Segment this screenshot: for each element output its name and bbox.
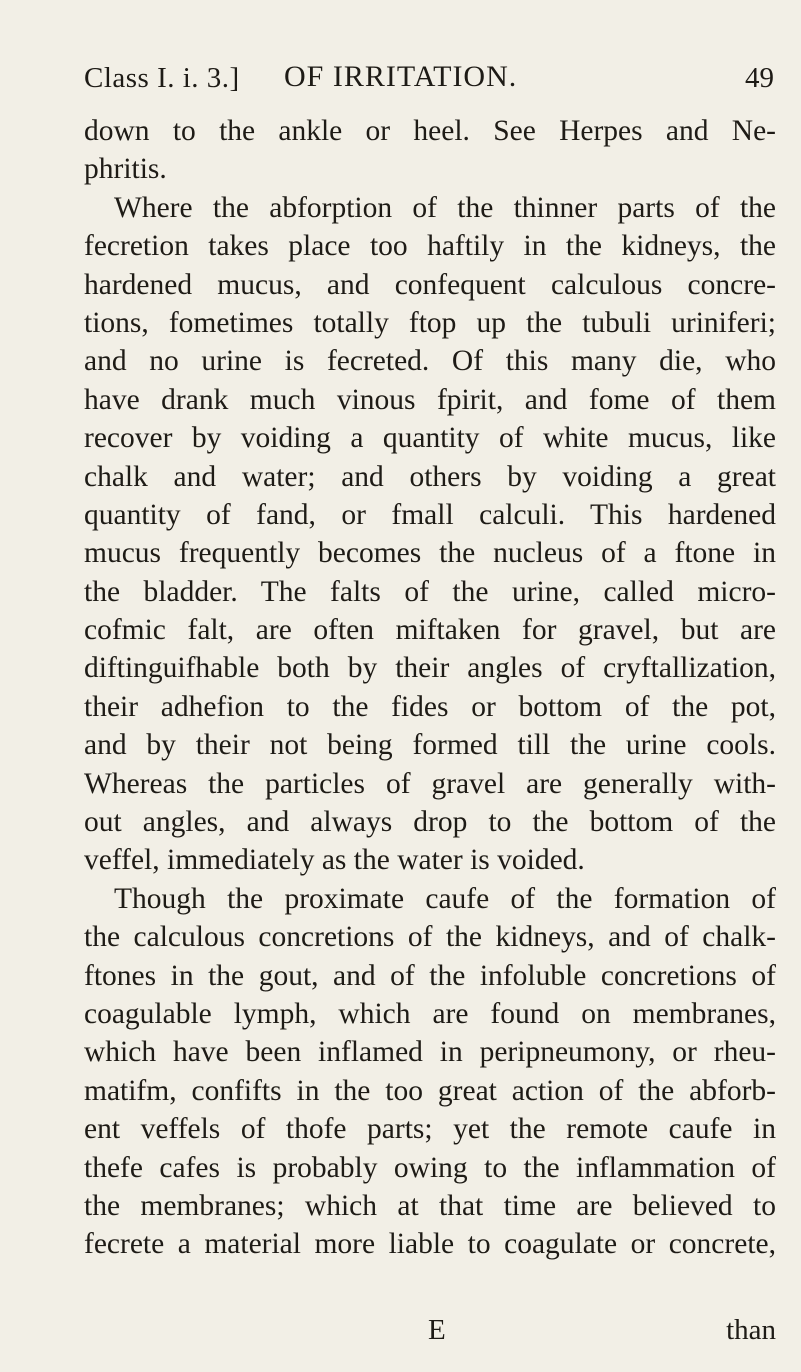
text-line: fecretion takes place too haftily in the kidneys, the	[84, 230, 776, 263]
text-line: and by their not being formed till the urine cools.	[84, 729, 776, 762]
running-header	[84, 58, 774, 98]
text-line: chalk and water; and others by voiding a great	[84, 460, 776, 493]
text-line: ent veffels of thofe parts; yet the remote caufe in	[84, 1113, 776, 1146]
text-line: tions, fometimes totally ftop up the tubuli uriniferi;	[84, 306, 776, 339]
text-line: the calculous concretions of the kidneys, and of chalk-	[84, 921, 776, 954]
text-line: fecrete a material more liable to coagulate or concrete,	[84, 1228, 776, 1261]
text-line: Though the proximate caufe of the formation of	[114, 882, 776, 915]
text-line: Whereas the particles of gravel are generally with-	[84, 767, 776, 800]
text-line: and no urine is fecreted. Of this many die, who	[84, 345, 776, 378]
text-line: down to the ankle or heel. See Herpes and Ne-	[84, 115, 776, 147]
body-text	[84, 112, 776, 1264]
text-line: phritis.	[84, 153, 167, 186]
text-line: veffel, immediately as the water is voided.	[84, 844, 585, 877]
text-line: ftones in the gout, and of the infoluble concretions of	[84, 959, 776, 992]
signature-mark: E	[428, 1314, 446, 1346]
text-line: thefe cafes is probably owing to the inflammation of	[84, 1151, 776, 1184]
text-line: diftinguifhable both by their angles of cryftallization,	[84, 652, 776, 685]
class-label: Class I. i. 3.]	[84, 62, 240, 94]
text-line: matifm, confifts in the too great action of the abforb-	[84, 1074, 776, 1107]
text-line: which have been inflamed in peripneumony, or rheu-	[84, 1036, 776, 1069]
text-line: hardened mucus, and confequent calculous concre-	[84, 268, 776, 301]
text-line: Where the abforption of the thinner parts of the	[114, 191, 776, 224]
text-line: the bladder. The falts of the urine, called micro-	[84, 575, 776, 608]
page-number: 49	[745, 62, 774, 94]
text-line: out angles, and always drop to the bottom of the	[84, 806, 776, 839]
catchword: than	[726, 1314, 776, 1346]
text-line: quantity of fand, or fmall calculi. This hardened	[84, 498, 776, 531]
text-line: coagulable lymph, which are found on membranes,	[84, 997, 776, 1030]
text-line: their adhefion to the fides or bottom of the pot,	[84, 690, 776, 723]
page-title: OF IRRITATION.	[284, 60, 518, 93]
text-line: the membranes; which at that time are believed to	[84, 1189, 776, 1222]
text-line: have drank much vinous fpirit, and fome of them	[84, 383, 776, 416]
text-line: recover by voiding a quantity of white mucus, like	[84, 422, 776, 455]
text-line: mucus frequently becomes the nucleus of a ftone in	[84, 537, 776, 570]
text-line: cofmic falt, are often miftaken for gravel, but are	[84, 614, 776, 647]
page-footer	[84, 1314, 776, 1354]
